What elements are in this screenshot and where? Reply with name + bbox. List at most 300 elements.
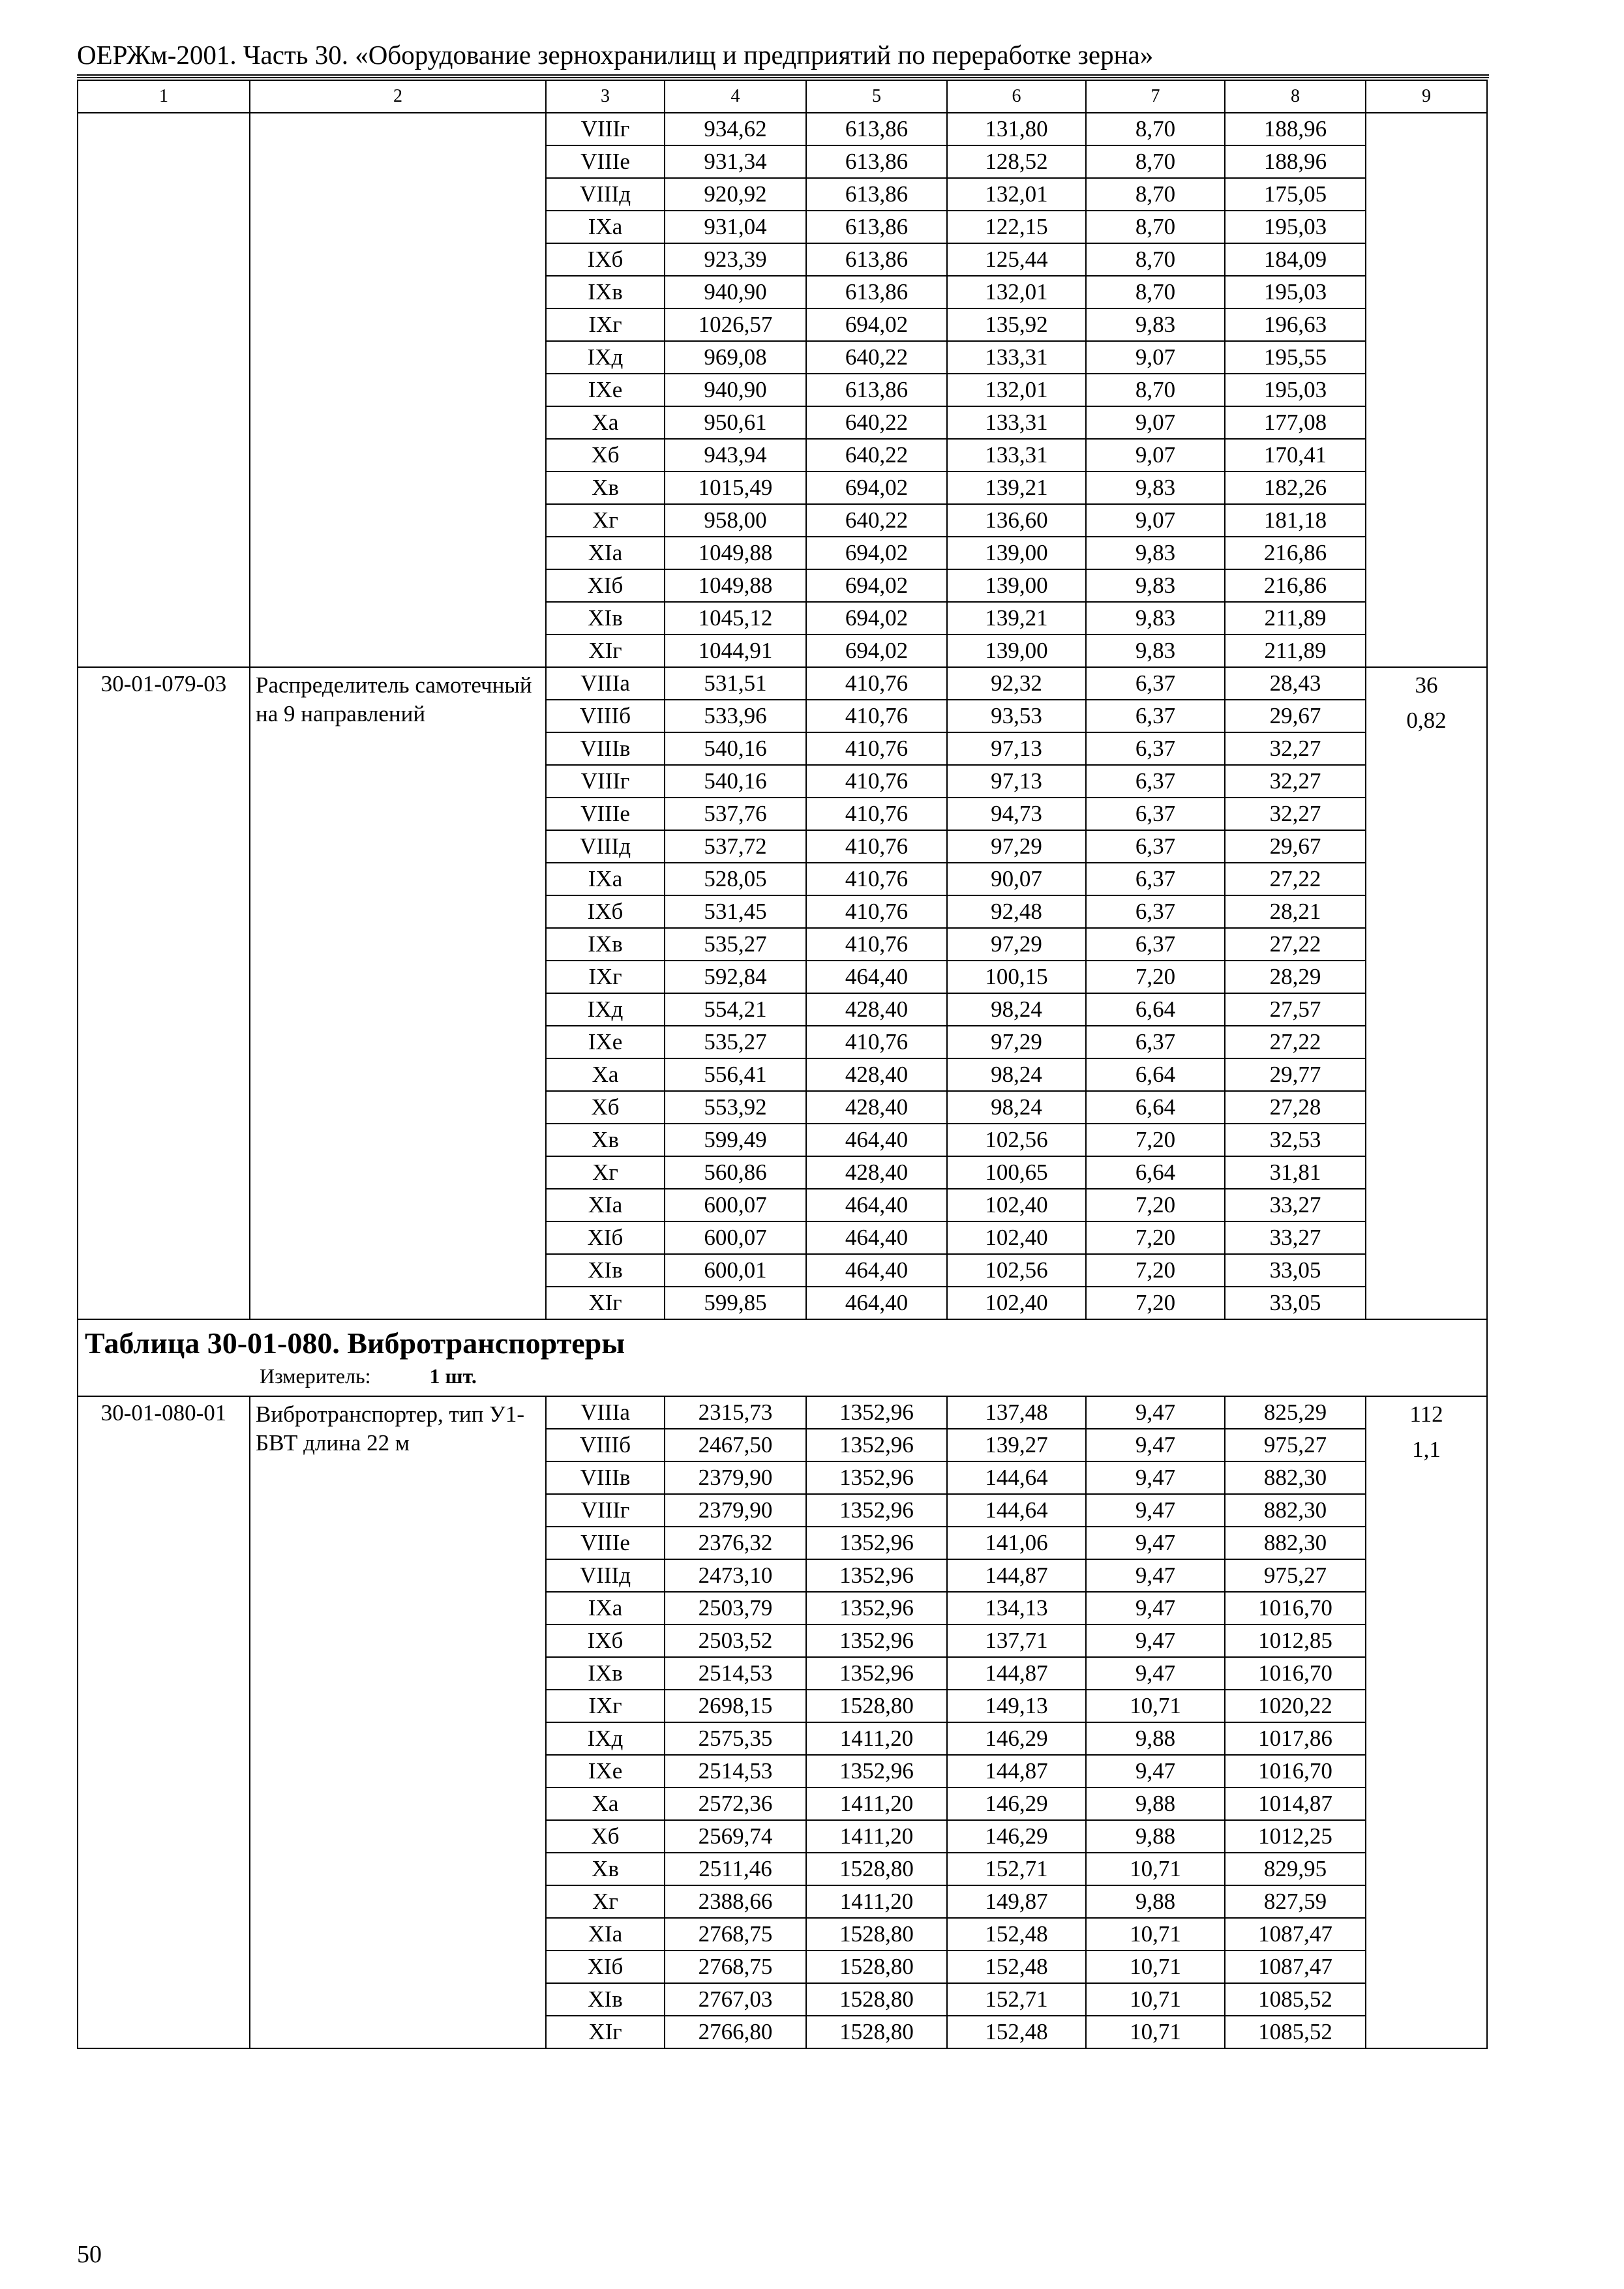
- value-cell: 8,70: [1086, 374, 1225, 406]
- zone-cell: Xб: [546, 439, 665, 471]
- value-cell: 9,47: [1086, 1429, 1225, 1461]
- value-cell: 98,24: [947, 993, 1086, 1026]
- value-cell: 1045,12: [665, 602, 806, 635]
- value-cell: 464,40: [806, 1254, 947, 1287]
- item-name: [250, 113, 546, 667]
- value-cell: 31,81: [1225, 1156, 1366, 1189]
- value-cell: 8,70: [1086, 113, 1225, 145]
- value-cell: 2767,03: [665, 1983, 806, 2016]
- value-cell: 177,08: [1225, 406, 1366, 439]
- zone-cell: XIа: [546, 537, 665, 569]
- value-cell: 613,86: [806, 276, 947, 308]
- value-cell: 694,02: [806, 308, 947, 341]
- value-cell: 7,20: [1086, 1287, 1225, 1319]
- value-cell: 2768,75: [665, 1918, 806, 1951]
- value-cell: 196,63: [1225, 308, 1366, 341]
- value-cell: 29,67: [1225, 830, 1366, 863]
- value-cell: 10,71: [1086, 1918, 1225, 1951]
- value-cell: 100,15: [947, 961, 1086, 993]
- value-cell: 134,13: [947, 1592, 1086, 1624]
- value-cell: 1528,80: [806, 1983, 947, 2016]
- zone-cell: VIIIа: [546, 1396, 665, 1429]
- value-cell: 1352,96: [806, 1527, 947, 1559]
- value-cell: 6,37: [1086, 798, 1225, 830]
- labor-cell: [1366, 667, 1487, 1319]
- value-cell: 7,20: [1086, 1124, 1225, 1156]
- value-cell: 9,88: [1086, 1788, 1225, 1820]
- zone-cell: IXе: [546, 374, 665, 406]
- value-cell: 170,41: [1225, 439, 1366, 471]
- value-cell: 640,22: [806, 504, 947, 537]
- value-cell: 6,37: [1086, 700, 1225, 732]
- column-number: 8: [1225, 80, 1366, 113]
- value-cell: 9,83: [1086, 602, 1225, 635]
- value-cell: 94,73: [947, 798, 1086, 830]
- value-cell: 28,21: [1225, 895, 1366, 928]
- zone-cell: IXв: [546, 276, 665, 308]
- page-number: 50: [77, 2241, 102, 2268]
- value-cell: 27,28: [1225, 1091, 1366, 1124]
- value-cell: 428,40: [806, 1058, 947, 1091]
- zone-cell: XIв: [546, 1254, 665, 1287]
- value-cell: 1528,80: [806, 1918, 947, 1951]
- zone-cell: IXе: [546, 1755, 665, 1788]
- labor-value: 0,82: [1406, 708, 1447, 733]
- value-cell: 9,47: [1086, 1624, 1225, 1657]
- zone-cell: Xа: [546, 406, 665, 439]
- value-cell: 8,70: [1086, 243, 1225, 276]
- table-heading-row: [78, 1319, 1487, 1396]
- value-cell: 1012,25: [1225, 1820, 1366, 1853]
- value-cell: 1352,96: [806, 1494, 947, 1527]
- value-cell: 33,05: [1225, 1287, 1366, 1319]
- value-cell: 146,29: [947, 1788, 1086, 1820]
- value-cell: 2467,50: [665, 1429, 806, 1461]
- value-cell: 1528,80: [806, 2016, 947, 2048]
- table-heading: [78, 1319, 1487, 1396]
- value-cell: 7,20: [1086, 961, 1225, 993]
- zone-cell: IXг: [546, 961, 665, 993]
- value-cell: 7,20: [1086, 1189, 1225, 1221]
- value-cell: 152,48: [947, 2016, 1086, 2048]
- zone-cell: IXд: [546, 1722, 665, 1755]
- zone-cell: VIIIг: [546, 113, 665, 145]
- zone-cell: VIIIе: [546, 1527, 665, 1559]
- zone-cell: XIб: [546, 569, 665, 602]
- value-cell: 940,90: [665, 374, 806, 406]
- value-cell: 923,39: [665, 243, 806, 276]
- value-cell: 531,51: [665, 667, 806, 700]
- zone-cell: VIIIе: [546, 798, 665, 830]
- value-cell: 531,45: [665, 895, 806, 928]
- value-cell: 428,40: [806, 1091, 947, 1124]
- zone-cell: XIа: [546, 1189, 665, 1221]
- value-cell: 144,87: [947, 1657, 1086, 1690]
- item-code: 30-01-080-01: [78, 1396, 250, 2048]
- value-cell: 2575,35: [665, 1722, 806, 1755]
- value-cell: 9,47: [1086, 1559, 1225, 1592]
- value-cell: 1016,70: [1225, 1755, 1366, 1788]
- value-cell: 144,64: [947, 1494, 1086, 1527]
- value-cell: 9,88: [1086, 1820, 1225, 1853]
- value-cell: 132,01: [947, 178, 1086, 211]
- value-cell: 27,22: [1225, 928, 1366, 961]
- value-cell: 6,64: [1086, 1058, 1225, 1091]
- value-cell: 139,00: [947, 537, 1086, 569]
- value-cell: 410,76: [806, 700, 947, 732]
- value-cell: 6,37: [1086, 830, 1225, 863]
- value-cell: 528,05: [665, 863, 806, 895]
- value-cell: 102,40: [947, 1287, 1086, 1319]
- value-cell: 410,76: [806, 1026, 947, 1058]
- zone-cell: VIIIб: [546, 700, 665, 732]
- value-cell: 188,96: [1225, 145, 1366, 178]
- zone-cell: Xв: [546, 1853, 665, 1885]
- value-cell: 27,22: [1225, 863, 1366, 895]
- value-cell: 188,96: [1225, 113, 1366, 145]
- zone-cell: Xа: [546, 1788, 665, 1820]
- value-cell: 613,86: [806, 113, 947, 145]
- value-cell: 1015,49: [665, 471, 806, 504]
- zone-cell: IXа: [546, 211, 665, 243]
- value-cell: 6,64: [1086, 1156, 1225, 1189]
- column-number: 2: [250, 80, 546, 113]
- value-cell: 600,07: [665, 1221, 806, 1254]
- value-cell: 533,96: [665, 700, 806, 732]
- value-cell: 6,64: [1086, 993, 1225, 1026]
- item-name: Вибротранспортер, тип У1-БВТ длина 22 м: [250, 1396, 546, 2048]
- value-cell: 2503,52: [665, 1624, 806, 1657]
- value-cell: 6,37: [1086, 928, 1225, 961]
- value-cell: 2315,73: [665, 1396, 806, 1429]
- value-cell: 144,64: [947, 1461, 1086, 1494]
- value-cell: 195,03: [1225, 211, 1366, 243]
- value-cell: 535,27: [665, 1026, 806, 1058]
- value-cell: 33,27: [1225, 1221, 1366, 1254]
- value-cell: 694,02: [806, 569, 947, 602]
- value-cell: 2379,90: [665, 1461, 806, 1494]
- value-cell: 2569,74: [665, 1820, 806, 1853]
- value-cell: 10,71: [1086, 1951, 1225, 1983]
- price-table: [77, 80, 1488, 2049]
- value-cell: 98,24: [947, 1058, 1086, 1091]
- value-cell: 152,71: [947, 1853, 1086, 1885]
- value-cell: 6,37: [1086, 667, 1225, 700]
- value-cell: 29,77: [1225, 1058, 1366, 1091]
- value-cell: 27,57: [1225, 993, 1366, 1026]
- value-cell: 98,24: [947, 1091, 1086, 1124]
- value-cell: 102,56: [947, 1124, 1086, 1156]
- zone-cell: IXг: [546, 1690, 665, 1722]
- value-cell: 9,07: [1086, 406, 1225, 439]
- value-cell: 1014,87: [1225, 1788, 1366, 1820]
- value-cell: 2503,79: [665, 1592, 806, 1624]
- table-row: [78, 1396, 1487, 1429]
- value-cell: 640,22: [806, 406, 947, 439]
- value-cell: 146,29: [947, 1820, 1086, 1853]
- value-cell: 195,03: [1225, 374, 1366, 406]
- value-cell: 410,76: [806, 830, 947, 863]
- zone-cell: IXг: [546, 308, 665, 341]
- value-cell: 137,48: [947, 1396, 1086, 1429]
- table-row: [78, 667, 1487, 700]
- value-cell: 122,15: [947, 211, 1086, 243]
- meter-row: [260, 1362, 1480, 1390]
- column-number: 4: [665, 80, 806, 113]
- value-cell: 32,27: [1225, 732, 1366, 765]
- value-cell: 139,00: [947, 569, 1086, 602]
- value-cell: 694,02: [806, 635, 947, 667]
- value-cell: 934,62: [665, 113, 806, 145]
- value-cell: 2514,53: [665, 1755, 806, 1788]
- value-cell: 133,31: [947, 406, 1086, 439]
- zone-cell: IXб: [546, 1624, 665, 1657]
- zone-cell: XIг: [546, 2016, 665, 2048]
- value-cell: 882,30: [1225, 1527, 1366, 1559]
- zone-cell: Xб: [546, 1091, 665, 1124]
- value-cell: 2379,90: [665, 1494, 806, 1527]
- value-cell: 2766,80: [665, 2016, 806, 2048]
- value-cell: 6,37: [1086, 895, 1225, 928]
- column-number: 6: [947, 80, 1086, 113]
- zone-cell: XIв: [546, 1983, 665, 2016]
- value-cell: 1411,20: [806, 1820, 947, 1853]
- value-cell: 1528,80: [806, 1951, 947, 1983]
- value-cell: 139,00: [947, 635, 1086, 667]
- column-number: 1: [78, 80, 250, 113]
- value-cell: 882,30: [1225, 1461, 1366, 1494]
- value-cell: 32,27: [1225, 798, 1366, 830]
- value-cell: 1352,96: [806, 1624, 947, 1657]
- value-cell: 2388,66: [665, 1885, 806, 1918]
- value-cell: 827,59: [1225, 1885, 1366, 1918]
- table-title: Таблица 30-01-080. Вибротранспортеры: [85, 1326, 625, 1360]
- value-cell: 7,20: [1086, 1221, 1225, 1254]
- value-cell: 9,47: [1086, 1461, 1225, 1494]
- value-cell: 28,43: [1225, 667, 1366, 700]
- value-cell: 1352,96: [806, 1657, 947, 1690]
- value-cell: 958,00: [665, 504, 806, 537]
- value-cell: 132,01: [947, 276, 1086, 308]
- zone-cell: IXд: [546, 993, 665, 1026]
- value-cell: 146,29: [947, 1722, 1086, 1755]
- value-cell: 102,40: [947, 1221, 1086, 1254]
- value-cell: 1411,20: [806, 1788, 947, 1820]
- value-cell: 1352,96: [806, 1396, 947, 1429]
- value-cell: 141,06: [947, 1527, 1086, 1559]
- value-cell: 410,76: [806, 928, 947, 961]
- zone-cell: VIIIб: [546, 1429, 665, 1461]
- value-cell: 535,27: [665, 928, 806, 961]
- value-cell: 6,64: [1086, 1091, 1225, 1124]
- item-code: [78, 113, 250, 667]
- value-cell: 1352,96: [806, 1592, 947, 1624]
- value-cell: 195,03: [1225, 276, 1366, 308]
- value-cell: 9,07: [1086, 504, 1225, 537]
- value-cell: 882,30: [1225, 1494, 1366, 1527]
- value-cell: 640,22: [806, 341, 947, 374]
- zone-cell: XIг: [546, 1287, 665, 1319]
- value-cell: 613,86: [806, 243, 947, 276]
- value-cell: 211,89: [1225, 635, 1366, 667]
- value-cell: 1044,91: [665, 635, 806, 667]
- value-cell: 149,13: [947, 1690, 1086, 1722]
- value-cell: 184,09: [1225, 243, 1366, 276]
- labor-cell: [1366, 113, 1487, 667]
- value-cell: 33,05: [1225, 1254, 1366, 1287]
- value-cell: 128,52: [947, 145, 1086, 178]
- value-cell: 464,40: [806, 1124, 947, 1156]
- value-cell: 8,70: [1086, 276, 1225, 308]
- zone-cell: VIIIд: [546, 830, 665, 863]
- value-cell: 10,71: [1086, 1983, 1225, 2016]
- value-cell: 152,71: [947, 1983, 1086, 2016]
- value-cell: 10,71: [1086, 1853, 1225, 1885]
- value-cell: 553,92: [665, 1091, 806, 1124]
- value-cell: 1411,20: [806, 1722, 947, 1755]
- zone-cell: IXб: [546, 243, 665, 276]
- value-cell: 560,86: [665, 1156, 806, 1189]
- value-cell: 9,47: [1086, 1592, 1225, 1624]
- zone-cell: IXе: [546, 1026, 665, 1058]
- value-cell: 181,18: [1225, 504, 1366, 537]
- value-cell: 33,27: [1225, 1189, 1366, 1221]
- value-cell: 1087,47: [1225, 1951, 1366, 1983]
- value-cell: 950,61: [665, 406, 806, 439]
- value-cell: 32,53: [1225, 1124, 1366, 1156]
- value-cell: 9,83: [1086, 471, 1225, 504]
- value-cell: 1411,20: [806, 1885, 947, 1918]
- value-cell: 131,80: [947, 113, 1086, 145]
- value-cell: 410,76: [806, 895, 947, 928]
- zone-cell: XIа: [546, 1918, 665, 1951]
- value-cell: 6,37: [1086, 863, 1225, 895]
- value-cell: 410,76: [806, 798, 947, 830]
- value-cell: 9,83: [1086, 537, 1225, 569]
- value-cell: 97,29: [947, 1026, 1086, 1058]
- value-cell: 1528,80: [806, 1853, 947, 1885]
- value-cell: 10,71: [1086, 1690, 1225, 1722]
- value-cell: 133,31: [947, 341, 1086, 374]
- value-cell: 1528,80: [806, 1690, 947, 1722]
- value-cell: 132,01: [947, 374, 1086, 406]
- value-cell: 216,86: [1225, 569, 1366, 602]
- column-number: 9: [1366, 80, 1487, 113]
- value-cell: 428,40: [806, 993, 947, 1026]
- value-cell: 2473,10: [665, 1559, 806, 1592]
- value-cell: 410,76: [806, 667, 947, 700]
- value-cell: 931,04: [665, 211, 806, 243]
- value-cell: 2511,46: [665, 1853, 806, 1885]
- column-number: 5: [806, 80, 947, 113]
- zone-cell: Xг: [546, 1156, 665, 1189]
- value-cell: 9,83: [1086, 569, 1225, 602]
- value-cell: 410,76: [806, 863, 947, 895]
- zone-cell: XIв: [546, 602, 665, 635]
- value-cell: 1020,22: [1225, 1690, 1366, 1722]
- value-cell: 975,27: [1225, 1429, 1366, 1461]
- value-cell: 599,85: [665, 1287, 806, 1319]
- value-cell: 1352,96: [806, 1461, 947, 1494]
- value-cell: 2572,36: [665, 1788, 806, 1820]
- value-cell: 139,27: [947, 1429, 1086, 1461]
- value-cell: 640,22: [806, 439, 947, 471]
- value-cell: 92,48: [947, 895, 1086, 928]
- value-cell: 1352,96: [806, 1755, 947, 1788]
- value-cell: 9,47: [1086, 1527, 1225, 1559]
- value-cell: 133,31: [947, 439, 1086, 471]
- value-cell: 537,72: [665, 830, 806, 863]
- value-cell: 410,76: [806, 732, 947, 765]
- value-cell: 28,29: [1225, 961, 1366, 993]
- value-cell: 943,94: [665, 439, 806, 471]
- value-cell: 211,89: [1225, 602, 1366, 635]
- labor-cell: [1366, 1396, 1487, 2048]
- value-cell: 613,86: [806, 178, 947, 211]
- zone-cell: VIIIв: [546, 732, 665, 765]
- value-cell: 554,21: [665, 993, 806, 1026]
- value-cell: 613,86: [806, 374, 947, 406]
- value-cell: 32,27: [1225, 765, 1366, 798]
- zone-cell: VIIIе: [546, 145, 665, 178]
- value-cell: 1085,52: [1225, 1983, 1366, 2016]
- value-cell: 1017,86: [1225, 1722, 1366, 1755]
- value-cell: 175,05: [1225, 178, 1366, 211]
- labor-value: 1,1: [1412, 1437, 1441, 1462]
- value-cell: 829,95: [1225, 1853, 1366, 1885]
- value-cell: 9,47: [1086, 1396, 1225, 1429]
- value-cell: 97,13: [947, 732, 1086, 765]
- value-cell: 2376,32: [665, 1527, 806, 1559]
- value-cell: 1085,52: [1225, 2016, 1366, 2048]
- value-cell: 90,07: [947, 863, 1086, 895]
- page-header: ОЕРЖм-2001. Часть 30. «Оборудование зернохранилищ и предприятий по переработке зерна»: [77, 38, 1489, 78]
- value-cell: 97,29: [947, 830, 1086, 863]
- zone-cell: VIIIв: [546, 1461, 665, 1494]
- item-name: Распределитель самотечный на 9 направлений: [250, 667, 546, 1319]
- value-cell: 195,55: [1225, 341, 1366, 374]
- value-cell: 969,08: [665, 341, 806, 374]
- value-cell: 7,20: [1086, 1254, 1225, 1287]
- value-cell: 1049,88: [665, 569, 806, 602]
- value-cell: 8,70: [1086, 211, 1225, 243]
- value-cell: 1352,96: [806, 1559, 947, 1592]
- labor-value: 112: [1409, 1401, 1443, 1427]
- value-cell: 8,70: [1086, 145, 1225, 178]
- value-cell: 464,40: [806, 1287, 947, 1319]
- value-cell: 216,86: [1225, 537, 1366, 569]
- zone-cell: XIб: [546, 1951, 665, 1983]
- value-cell: 2768,75: [665, 1951, 806, 1983]
- value-cell: 540,16: [665, 765, 806, 798]
- value-cell: 9,47: [1086, 1657, 1225, 1690]
- column-number: 7: [1086, 80, 1225, 113]
- table-row: [78, 113, 1487, 145]
- value-cell: 93,53: [947, 700, 1086, 732]
- value-cell: 592,84: [665, 961, 806, 993]
- value-cell: 1352,96: [806, 1429, 947, 1461]
- value-cell: 9,47: [1086, 1494, 1225, 1527]
- zone-cell: VIIIд: [546, 178, 665, 211]
- value-cell: 182,26: [1225, 471, 1366, 504]
- zone-cell: XIг: [546, 635, 665, 667]
- item-code: 30-01-079-03: [78, 667, 250, 1319]
- value-cell: 931,34: [665, 145, 806, 178]
- value-cell: 613,86: [806, 211, 947, 243]
- value-cell: 27,22: [1225, 1026, 1366, 1058]
- zone-cell: IXа: [546, 1592, 665, 1624]
- value-cell: 694,02: [806, 537, 947, 569]
